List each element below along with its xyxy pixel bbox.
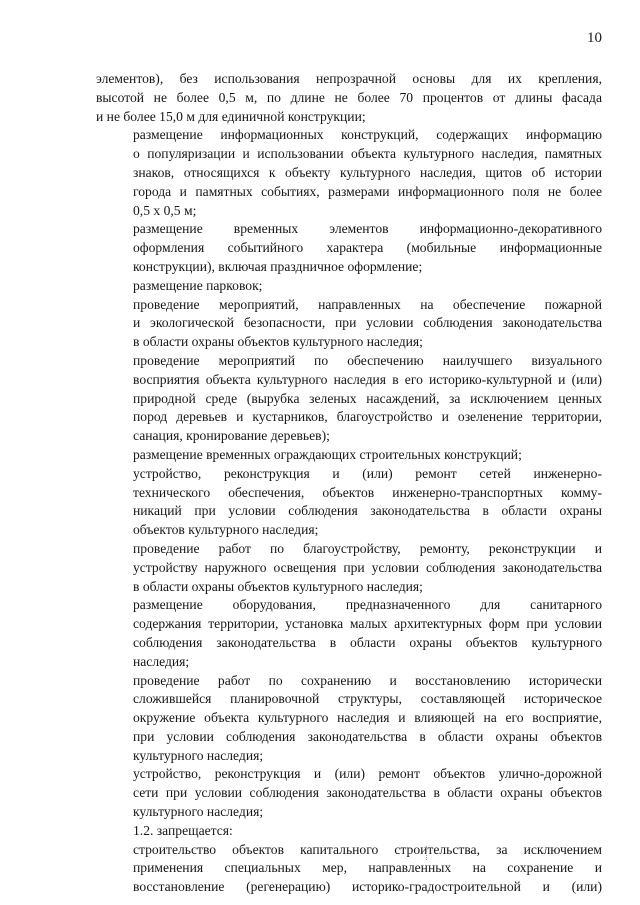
text-line: оформления событийного характера (мобильные информационные xyxy=(133,240,602,256)
text-line: природной среде (вырубка зеленых насаждений, за исключением ценных xyxy=(133,390,602,406)
text-line: восприятия объекта культурного наследия в его историко-культурной и (или) xyxy=(133,371,602,387)
document-body xyxy=(96,70,602,897)
text-line: устройство, реконструкция и (или) ремонт сетей инженерно- xyxy=(133,465,602,481)
text-line: применения специальных мер, направленных на сохранение и xyxy=(133,860,602,876)
text-line: соблюдения законодательства в области охраны объектов культурного xyxy=(133,634,602,650)
text-line: в области охраны объектов культурного наследия; xyxy=(133,334,423,350)
paragraph xyxy=(96,540,602,596)
text-line: сети при условии соблюдения законодательства в области охраны объектов xyxy=(133,785,602,801)
text-line: санация, кронирование деревьев); xyxy=(133,428,330,444)
text-line: и экологической безопасности, при условии соблюдения законодательства xyxy=(133,315,602,331)
paragraph xyxy=(96,672,602,766)
text-line: культурного наследия; xyxy=(133,804,264,820)
text-line: высотой не более 0,5 м, по длине не более 70 процентов от длины фасада xyxy=(96,89,602,105)
text-line: конструкции), включая праздничное оформление; xyxy=(133,258,423,274)
paragraph xyxy=(96,126,602,220)
paragraph xyxy=(96,352,602,446)
text-line: проведение мероприятий, направленных на обеспечение пожарной xyxy=(133,296,602,312)
text-line: проведение работ по благоустройству, ремонту, реконструкции и xyxy=(133,540,602,556)
text-line: в области охраны объектов культурного наследия; xyxy=(133,578,423,594)
text-line: элементов), без использования непрозрачной основы для их крепления, xyxy=(96,71,602,86)
paragraph xyxy=(96,465,602,540)
paragraph xyxy=(96,841,602,897)
text-line: технического обеспечения, объектов инженерно-транспортных комму- xyxy=(133,484,602,500)
text-line: размещение временных ограждающих строительных конструкций; xyxy=(133,446,522,462)
text-line: устройство, реконструкция и (или) ремонт объектов улично-дорожной xyxy=(133,766,602,782)
paragraph xyxy=(96,70,602,126)
text-line: проведение мероприятий по обеспечению наилучшего визуального xyxy=(133,352,602,368)
text-line: размещение информационных конструкций, содержащих информацию xyxy=(133,127,602,143)
text-line: размещение парковок; xyxy=(133,277,263,293)
text-line: о популяризации и использовании объекта культурного наследия, памятных xyxy=(133,146,602,162)
text-line: и не более 15,0 м для единичной конструкции; xyxy=(96,108,366,124)
text-line: наследия; xyxy=(133,653,190,669)
text-line: окружение объекта культурного наследия и влияющей на его восприятие, xyxy=(133,710,602,726)
paragraph xyxy=(96,220,602,276)
text-line: пород деревьев и кустарников, благоустройство и озеленение территории, xyxy=(133,409,602,425)
text-line: города и памятных событиях, размерами информационного поля не более xyxy=(133,183,602,199)
text-line: строительство объектов капитального строительства, за исключением xyxy=(133,841,602,857)
text-line: сложившейся планировочной структуры, составляющей историческое xyxy=(133,691,602,707)
paragraph xyxy=(96,596,602,671)
text-line: проведение работ по сохранению и восстановлению исторически xyxy=(133,672,602,688)
paragraph xyxy=(96,296,602,352)
paragraph xyxy=(96,446,602,465)
text-line: культурного наследия; xyxy=(133,747,264,763)
text-line: при условии соблюдения законодательства в области охраны объектов xyxy=(133,728,602,744)
paragraph xyxy=(96,822,602,841)
text-line: 0,5 х 0,5 м; xyxy=(133,202,197,218)
text-line: восстановление (регенерацию) историко-градостроительной и (или) xyxy=(133,879,602,895)
text-line: размещение временных элементов информационно-декоративного xyxy=(133,221,602,237)
paragraph xyxy=(96,277,602,296)
text-line: знаков, относящихся к объекту культурного наследия, щитов об истории xyxy=(133,164,602,180)
paragraph xyxy=(96,765,602,821)
text-line: устройству наружного освещения при условии соблюдения законодательства xyxy=(133,559,602,575)
text-line: 1.2. запрещается: xyxy=(133,822,233,838)
page-number: 10 xyxy=(587,30,602,46)
text-line: объектов культурного наследия; xyxy=(133,522,319,538)
text-line: размещение оборудования, предназначенного для санитарного xyxy=(133,597,602,613)
scan-mark xyxy=(426,846,428,860)
text-line: содержания территории, установка малых архитектурных форм при условии xyxy=(133,616,602,632)
text-line: никаций при условии соблюдения законодательства в области охраны xyxy=(133,503,602,519)
